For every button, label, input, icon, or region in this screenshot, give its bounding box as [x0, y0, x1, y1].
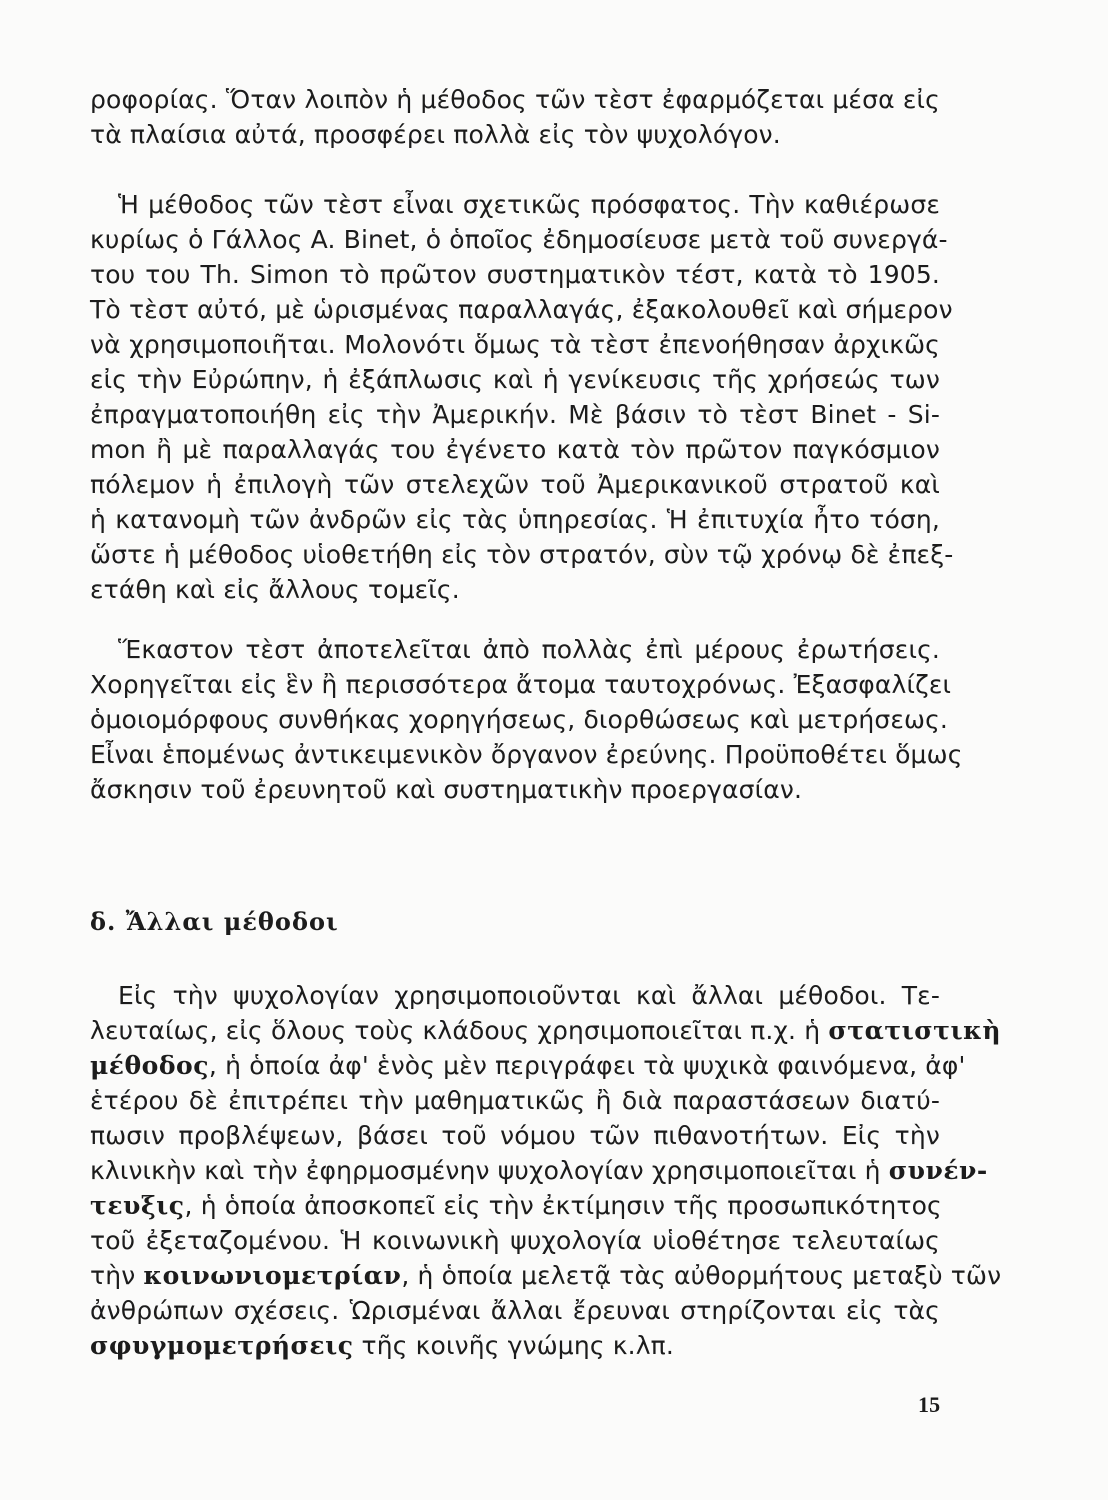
bold-term: τευξις [90, 1191, 185, 1220]
text-line: ἐπραγματοποιήθη εἰς τὴν Ἀμερικήν. Μὲ βάσιν τὸ τὲστ Binet - Si- [90, 400, 940, 429]
text-line: τοῦ ἐξεταζομένου. Ἡ κοινωνικὴ ψυχολογία υἱοθέτησε τελευταίως [90, 1226, 940, 1255]
text-line: εἰς τὴν Εὐρώπην, ἡ ἐξάπλωσις καὶ ἡ γενίκευσις τῆς χρήσεώς των [90, 365, 940, 394]
text-line [90, 1258, 1002, 1294]
text-run: τῆς κοινῆς γνώμης κ.λπ. [353, 1331, 674, 1360]
text-line [90, 1188, 940, 1224]
text-line: Ἕκαστον τὲστ ἀποτελεῖται ἀπὸ πολλὰς ἐπὶ μέρους ἐρωτήσεις. [118, 635, 940, 664]
text-line: Εἰς τὴν ψυχολογίαν χρησιμοποιοῦνται καὶ ἄλλαι μέθοδοι. Τε- [118, 981, 940, 1010]
bold-term: συνέν- [888, 1156, 988, 1185]
text-run: , ἡ ὁποία ἀφ' ἑνὸς μὲν περιγράφει τὰ ψυχικὰ φαινόμενα, ἀφ' [208, 1051, 966, 1080]
text-line [90, 1328, 940, 1364]
text-run: λευταίως, εἰς ὅλους τοὺς κλάδους χρησιμοποιεῖται π.χ. ἡ [90, 1016, 829, 1045]
text-line: πόλεμον ἡ ἐπιλογὴ τῶν στελεχῶν τοῦ Ἀμερικανικοῦ στρατοῦ καὶ [90, 470, 940, 499]
text-line: mon ἢ μὲ παραλλαγάς του ἐγένετο κατὰ τὸν πρῶτον παγκόσμιον [90, 435, 940, 464]
section-heading: δ. Ἄλλαι μέθοδοι [90, 907, 339, 936]
bold-term: μέθοδος [90, 1051, 209, 1080]
bold-term: κοινωνιομετρίαν [143, 1261, 402, 1290]
text-line: ὁμοιομόρφους συνθήκας χορηγήσεως, διορθώσεως καὶ μετρήσεως. [90, 705, 949, 734]
text-line: Εἶναι ἑπομένως ἀντικειμενικὸν ὄργανον ἐρεύνης. Προϋποθέτει ὅμως [90, 740, 963, 769]
text-line: νὰ χρησιμοποιῆται. Μολονότι ὅμως τὰ τὲστ ἐπενοήθησαν ἀρχικῶς [90, 330, 940, 359]
text-line: ροφορίας. Ὅταν λοιπὸν ἡ μέθοδος τῶν τὲστ ἐφαρμόζεται μέσα εἰς [90, 85, 940, 114]
text-line: τὰ πλαίσια αὐτά, προσφέρει πολλὰ εἰς τὸν ψυχολόγον. [90, 120, 781, 149]
text-line [90, 1048, 966, 1084]
bold-term: σφυγμομετρήσεις [90, 1331, 354, 1360]
text-run: , ἡ ὁποία ἀποσκοπεῖ εἰς τὴν ἐκτίμησιν τῆς προσωπικότητος [184, 1191, 942, 1220]
text-line [90, 1153, 988, 1189]
text-line: ὥστε ἡ μέθοδος υἱοθετήθη εἰς τὸν στρατόν, σὺν τῷ χρόνῳ δὲ ἐπεξ- [90, 540, 954, 569]
text-line [90, 1013, 1002, 1049]
text-line: ἄσκησιν τοῦ ἐρευνητοῦ καὶ συστηματικὴν προεργασίαν. [90, 775, 803, 804]
text-line: Χορηγεῖται εἰς ἓν ἢ περισσότερα ἄτομα ταυτοχρόνως. Ἐξασφαλίζει [90, 670, 952, 699]
text-run: , ἡ ὁποία μελετᾷ τὰς αὐθορμήτους μεταξὺ τῶν [401, 1261, 1002, 1290]
text-line: Τὸ τὲστ αὐτό, μὲ ὡρισμένας παραλλαγάς, ἐξακολουθεῖ καὶ σήμερον [90, 295, 953, 324]
page-number: 15 [918, 1392, 941, 1417]
text-line: κυρίως ὁ Γάλλος A. Binet, ὁ ὁποῖος ἐδημοσίευσε μετὰ τοῦ συνεργά- [90, 225, 948, 254]
text-line: Ἡ μέθοδος τῶν τὲστ εἶναι σχετικῶς πρόσφατος. Τὴν καθιέρωσε [118, 190, 940, 219]
text-run: τὴν [90, 1261, 144, 1290]
text-line: του του Th. Simon τὸ πρῶτον συστηματικὸν τέστ, κατὰ τὸ 1905. [90, 260, 940, 289]
bold-term: στατιστικὴ [828, 1016, 1002, 1045]
text-line: ἀνθρώπων σχέσεις. Ὡρισμέναι ἄλλαι ἔρευναι στηρίζονται εἰς τὰς [90, 1296, 940, 1325]
text-line: πωσιν προβλέψεων, βάσει τοῦ νόμου τῶν πιθανοτήτων. Εἰς τὴν [90, 1121, 940, 1150]
text-run: κλινικὴν καὶ τὴν ἐφηρμοσμένην ψυχολογίαν χρησιμοποιεῖται ἡ [90, 1156, 889, 1185]
text-line: ἡ κατανομὴ τῶν ἀνδρῶν εἰς τὰς ὑπηρεσίας. Ἡ ἐπιτυχία ἦτο τόση, [90, 505, 940, 534]
text-line: ετάθη καὶ εἰς ἄλλους τομεῖς. [90, 575, 460, 604]
text-line: ἑτέρου δὲ ἐπιτρέπει τὴν μαθηματικῶς ἢ διὰ παραστάσεων διατύ- [90, 1086, 940, 1115]
